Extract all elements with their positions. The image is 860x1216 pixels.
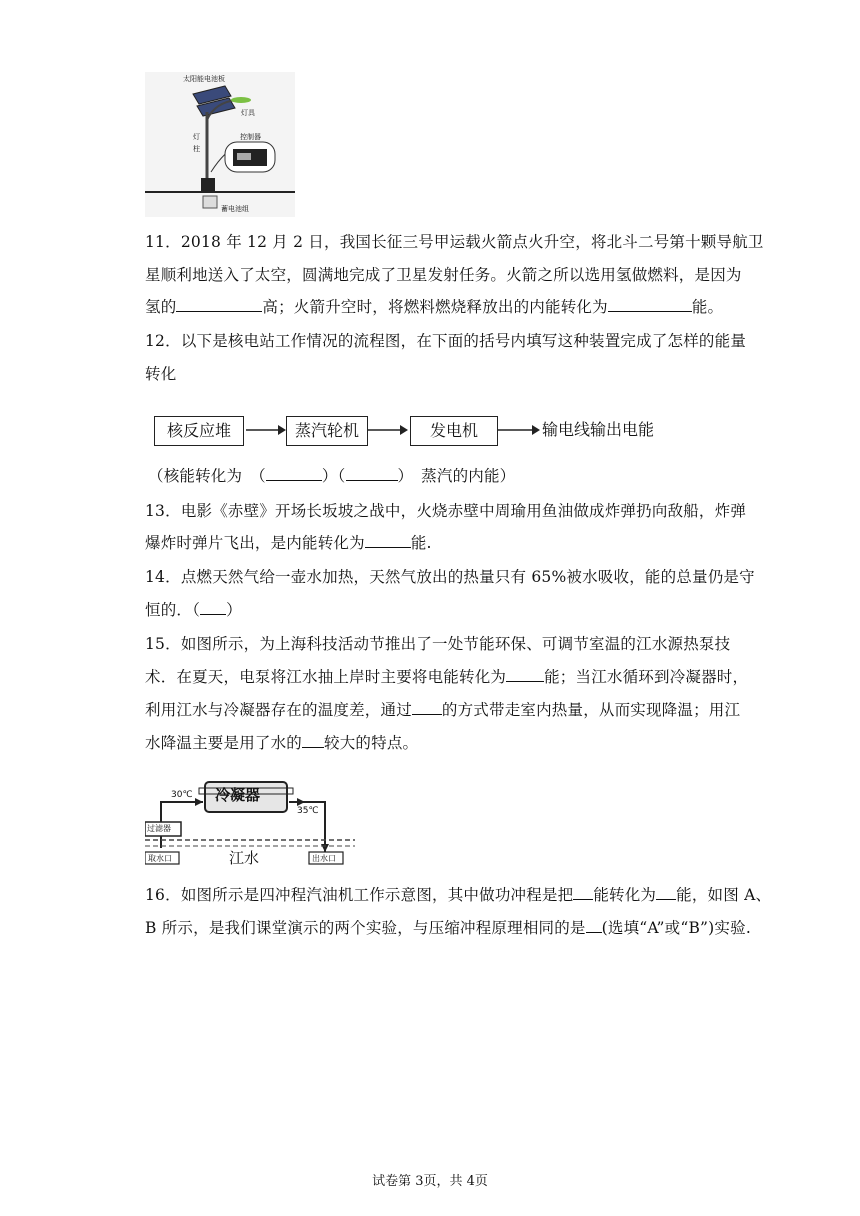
battery-label: 蓄电池组 [221,205,249,213]
q15-text-c: 利用江水与冷凝器存在的温度差，通过 [145,701,412,719]
lamp-label: 灯具 [241,109,255,117]
q15-blank-1[interactable] [506,667,544,682]
q12-blank-2[interactable] [346,466,398,481]
q11-text-b: 高；火箭升空时，将燃料燃烧释放出的内能转化为 [262,298,608,316]
river-label: 江水 [229,849,260,867]
q15-blank-3[interactable] [302,733,324,748]
q11-blank-2[interactable] [608,297,692,312]
intake-label: 取水口 [148,854,172,863]
temp-in-label: 30℃ [171,790,193,800]
q12-note-b: ）（ [321,467,346,485]
q12-line-2: 转化 [145,365,177,383]
flow-box-turbine: 蒸汽轮机 [286,416,368,446]
filter-label: 过滤器 [147,824,171,833]
q15-text-b: 能；当江水循环到冷凝器时， [544,668,749,686]
q13-blank[interactable] [365,533,411,548]
q13-line-1: 13．电影《赤壁》开场长坂坡之战中，火烧赤壁中周瑜用鱼油做成炸弹扔向敌船，炸弹 [145,502,747,520]
q12-note-a: （核能转化为 （ [148,467,266,485]
nuclear-flow-diagram [150,412,710,452]
solar-lamp-figure [145,72,295,217]
flow-arrow-1 [246,422,286,438]
q16-line-2 [145,918,751,938]
temp-out-label: 35℃ [297,806,319,816]
q13-text-a: 爆炸时弹片飞出，是内能转化为 [145,534,365,552]
q13-line-2 [145,533,432,553]
q11-text-c: 能。 [691,298,724,316]
condenser-label: 冷凝器 [215,786,261,804]
q14-blank[interactable] [200,600,226,615]
q15-text-d: 的方式带走室内热量，从而实现降温；用江 [441,701,741,719]
flow-box-generator: 发电机 [410,416,498,446]
q15-line-2 [145,667,748,687]
solar-lamp-drawing [145,72,295,217]
outlet-label: 出水口 [312,854,336,863]
heat-pump-figure [145,772,355,868]
solar-panel-label: 太阳能电池板 [183,75,225,83]
q14-line-2 [145,600,242,620]
q11-line-1: 11．2018 年 12 月 2 日，我国长征三号甲运载火箭点火升空，将北斗二号第十颗导航卫 [145,233,764,251]
q15-blank-2[interactable] [412,700,442,715]
q14-text-a: 恒的．（ [145,601,201,619]
pole-label-top: 灯 [193,133,200,141]
q11-blank-1[interactable] [176,297,262,312]
q16-text-b: 能转化为 [593,886,657,904]
flow-box-reactor: 核反应堆 [154,416,244,446]
q14-text-b: ） [226,601,242,619]
q16-text-e: (选填“A”或“B”)实验. [601,919,751,937]
flow-output-label: 输电线输出电能 [542,420,655,439]
controller-label: 控制器 [240,133,261,141]
pole-label-bottom: 柱 [193,145,200,153]
q15-text-e: 水降温主要是用了水的 [145,734,303,752]
q15-line-3 [145,700,740,720]
q14-line-1: 14．点燃天然气给一壶水加热，天然气放出的热量只有 65%被水吸收，能的总量仍是守 [145,568,755,586]
q12-note [148,466,515,486]
q16-blank-3[interactable] [586,918,602,933]
q16-blank-2[interactable] [656,885,676,900]
q12-note-c: ） 蒸汽的内能） [397,467,516,485]
q11-text-a: 氢的 [145,298,177,316]
q16-text-a: 16．如图所示是四冲程汽油机工作示意图，其中做功冲程是把 [145,886,574,904]
q16-text-c: 能，如图 A、 [676,886,772,904]
flow-arrow-2 [368,422,408,438]
q11-line-2: 星顺利地送入了太空，圆满地完成了卫星发射任务。火箭之所以选用氢做燃料，是因为 [145,266,742,284]
q16-text-d: B 所示，是我们课堂演示的两个实验，与压缩冲程原理相同的是 [145,919,586,937]
q16-blank-1[interactable] [573,885,593,900]
q15-text-a: 术．在夏天，电泵将江水抽上岸时主要将电能转化为 [145,668,507,686]
page-footer: 试卷第 3页，共 4页 [372,1174,488,1189]
q13-text-b: 能. [410,534,432,552]
q12-line-1: 12．以下是核电站工作情况的流程图，在下面的括号内填写这种装置完成了怎样的能量 [145,332,747,350]
q15-line-1: 15．如图所示，为上海科技活动节推出了一处节能环保、可调节室温的江水源热泵技 [145,635,731,653]
q15-line-4 [145,733,418,753]
q16-line-1 [145,885,771,905]
q12-blank-1[interactable] [266,466,322,481]
q11-line-3 [145,297,723,317]
q15-text-f: 较大的特点。 [324,734,419,752]
flow-arrow-3 [498,422,540,438]
